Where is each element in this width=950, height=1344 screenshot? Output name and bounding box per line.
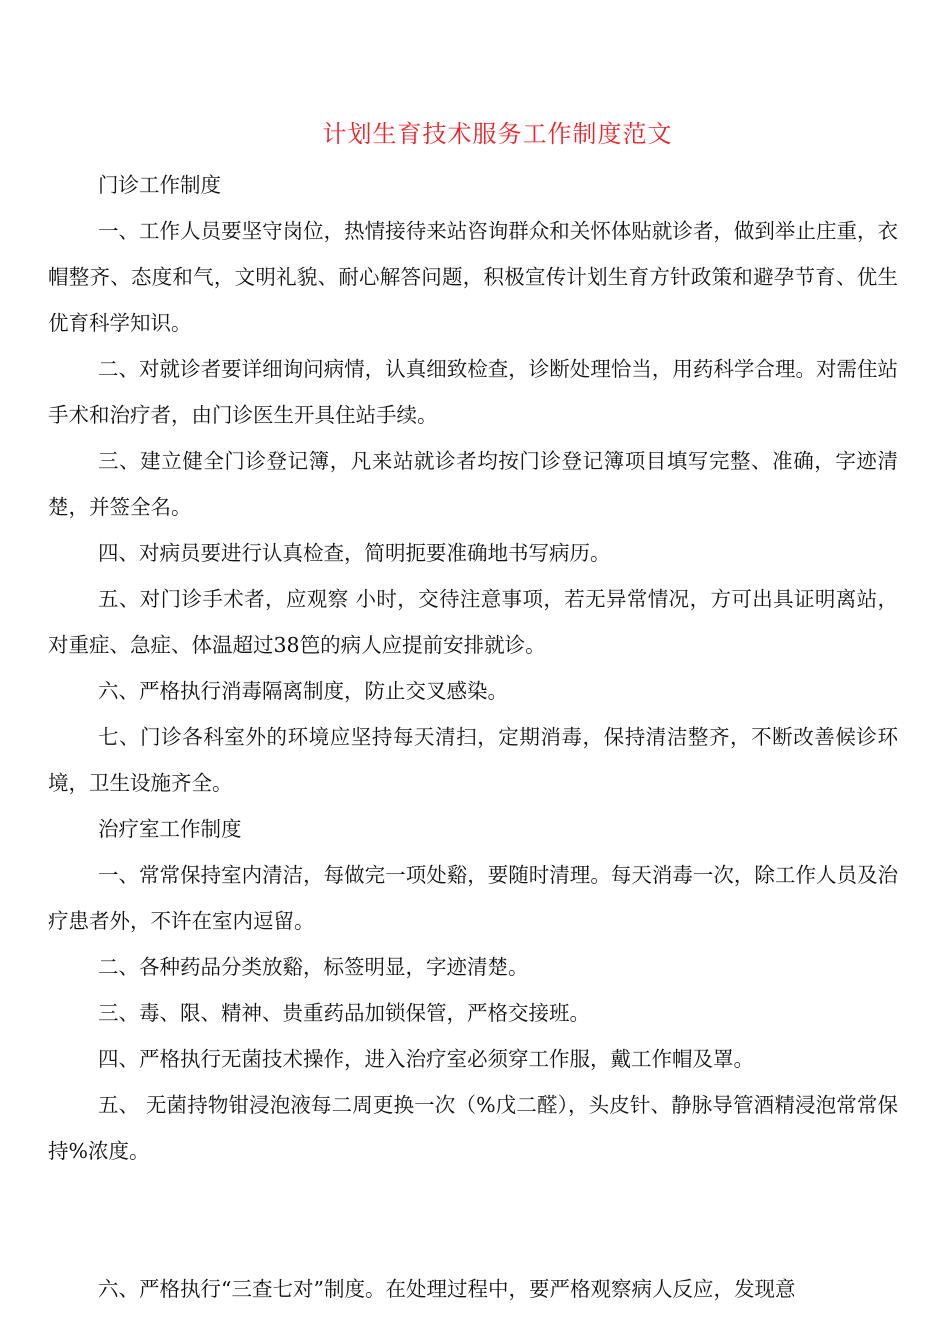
- section-heading-clinic: 门诊工作制度: [98, 173, 221, 197]
- treatment-rule-3: 三、毒、限、精神、贵重药品加锁保管，严格交接班。: [98, 1001, 590, 1025]
- clinic-rule-1: 一、工作人员要坚守岗位，热情接待来站咨询群众和关怀体贴就诊者，做到举止庄重，衣帽整齐、态度和气，文明礼貌、耐心解答问题，积极宣传计划生育方针政策和避孕节育、优生优育科学知识。: [48, 219, 898, 335]
- clinic-rule-3: 三、建立健全门诊登记簿，凡来站就诊者均按门诊登记簿项目填写完整、准确，字迹清楚，并签全名。: [48, 449, 898, 519]
- clinic-rule-5: 五、对门诊手术者，应观察 小时，交待注意事项，若无异常情况，方可出具证明离站，对重症、急症、体温超过38笆的病人应提前安排就诊。: [48, 587, 898, 657]
- clinic-rule-2: 二、对就诊者要详细询问病情，认真细致检查，诊断处理恰当，用药科学合理。对需住站手术和治疗者，由门诊医生开具住站手续。: [48, 357, 898, 427]
- treatment-rule-2: 二、各种药品分类放谿，标签明显，字迹清楚。: [98, 955, 529, 979]
- treatment-rule-1: 一、常常保持室内清洁，每做完一项处谿，要随时清理。每天消毒一次，除工作人员及治疗患者外，不许在室内逗留。: [48, 863, 898, 933]
- document-title: 计划生育技术服务工作制度范文: [322, 120, 673, 148]
- clinic-rule-4: 四、对病员要进行认真检查，简明扼要准确地书写病历。: [98, 541, 611, 565]
- page-gap: [48, 1174, 898, 1266]
- treatment-rule-6: 六、严格执行“三查七对”制度。在处理过程中，要严格观察病人反应，发现意: [98, 1277, 796, 1301]
- treatment-rule-5: 五、 无菌持物钳浸泡液每二周更换一次（%戊二醛），头皮针、静脉导管酒精浸泡常常保持%浓度。: [48, 1093, 898, 1163]
- clinic-rule-7: 七、门诊各科室外的环境应坚持每天清扫，定期消毒，保持清洁整齐，不断改善候诊环境，卫生设施齐全。: [48, 725, 898, 795]
- treatment-rule-4: 四、严格执行无菌技术操作，进入治疗室必须穿工作服，戴工作帽及罩。: [98, 1047, 754, 1071]
- clinic-rule-6: 六、严格执行消毒隔离制度，防止交叉感染。: [98, 679, 508, 703]
- document-body: [48, 162, 898, 1312]
- section-heading-treatment-room: 治疗室工作制度: [98, 817, 242, 841]
